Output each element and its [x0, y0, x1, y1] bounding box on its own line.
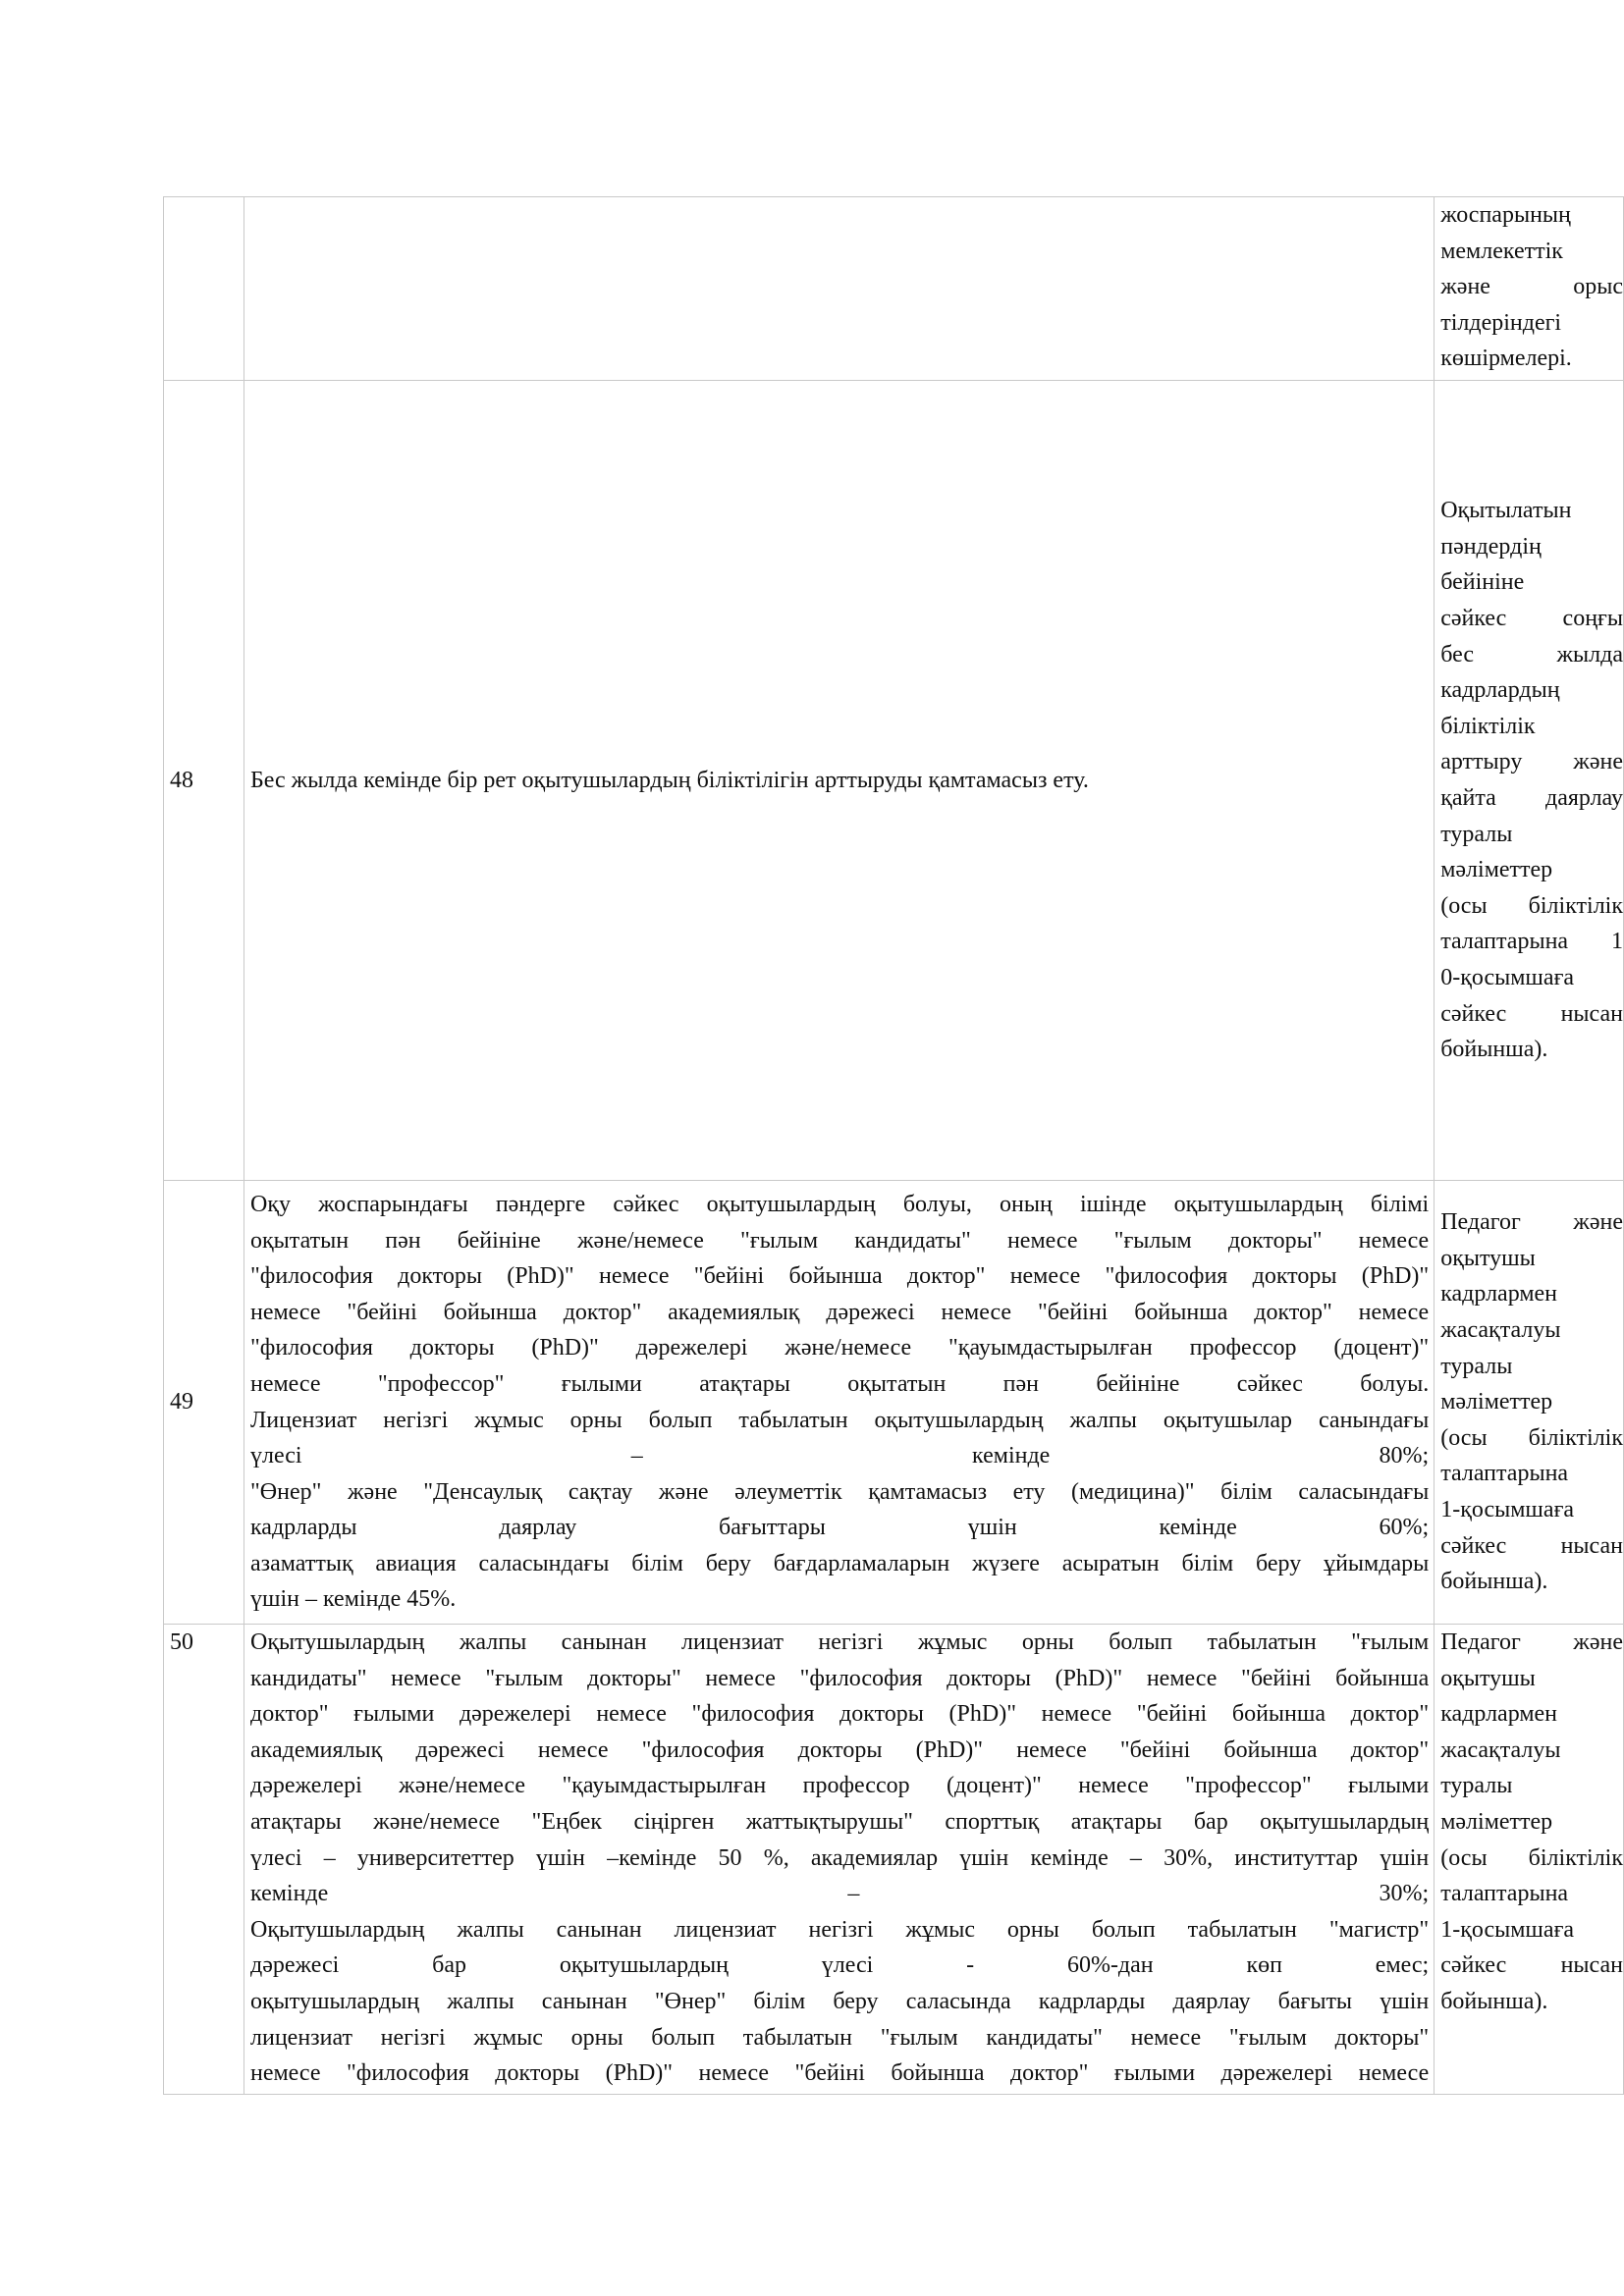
documents-line: Педагог және [1440, 1209, 1623, 1236]
requirement-line: "философия докторы (PhD)" дәрежелері және/немесе "қауымдастырылған профессор (доцент)" [250, 1335, 1430, 1362]
documents-line: оқытушы [1440, 1245, 1536, 1271]
table-row [164, 381, 1624, 1181]
row-number-cell [164, 381, 244, 1181]
row-number: 49 [170, 1389, 193, 1415]
documents-line: туралы [1440, 821, 1513, 847]
requirement-line: кемінде – 30%; [250, 1881, 1430, 1907]
row-number-cell [164, 197, 244, 381]
table-row [164, 1625, 1624, 2095]
requirement-line: кадрларды даярлау бағыттары үшін кемінде 60%; [250, 1515, 1430, 1541]
documents-line: кадрлармен [1440, 1701, 1558, 1728]
documents-line: сәйкес соңғы [1440, 606, 1623, 632]
requirement-cell [244, 1181, 1435, 1625]
documents-line: кадрлардың [1440, 677, 1560, 704]
requirement-line: оқытушылардың жалпы санынан "Өнер" білім беру саласында кадрларды даярлау бағыты үшін [250, 1988, 1430, 2014]
requirement-line: үшін – кемінде 45%. [250, 1586, 457, 1613]
requirement-line: доктор" ғылыми дәрежелері немесе "философия докторы (PhD)" немесе "бейіні бойынша доктор" [250, 1701, 1430, 1728]
documents-line: кадрлармен [1440, 1281, 1558, 1308]
requirement-line: немесе "профессор" ғылыми атақтары оқытатын пән бейініне сәйкес болуы. [250, 1370, 1430, 1397]
requirement-line: Оқытушылардың жалпы санынан лицензиат негізгі жұмыс орны болып табылатын "магистр" [250, 1916, 1430, 1943]
requirement-cell [244, 197, 1435, 381]
documents-line: жоспарының [1440, 202, 1571, 228]
requirement-line: үлесі – кемінде 80%; [250, 1443, 1430, 1469]
documents-line: біліктілік [1440, 713, 1536, 739]
documents-cell [1435, 1181, 1624, 1625]
documents-cell [1435, 1625, 1624, 2095]
documents-line: оқытушы [1440, 1665, 1536, 1691]
documents-line: мәліметтер [1440, 1389, 1553, 1415]
requirement-line: дәрежелері және/немесе "қауымдастырылған профессор (доцент)" немесе "профессор" ғылыми [250, 1773, 1430, 1799]
documents-line: және орыс [1440, 274, 1623, 300]
row-number: 48 [170, 767, 193, 793]
requirement-line: Лицензиат негізгі жұмыс орны болып табылатын оқытушылардың жалпы оқытушылар санындағы [250, 1407, 1430, 1433]
requirement-line: дәрежесі бар оқытушылардың үлесі - 60%-дан көп емес; [250, 1952, 1430, 1979]
documents-line: туралы [1440, 1353, 1513, 1379]
requirement-line: Оқу жоспарындағы пәндерге сәйкес оқытушылардың болуы, оның ішінде оқытушылардың білімі [250, 1191, 1430, 1217]
documents-line: (осы біліктілік [1440, 1424, 1623, 1451]
documents-line: мемлекеттік [1440, 238, 1563, 264]
documents-line: сәйкес нысан [1440, 1532, 1623, 1559]
requirement-line: немесе "бейіні бойынша доктор" академиялық дәрежесі немесе "бейіні бойынша доктор" немесе [250, 1299, 1430, 1325]
documents-line: арттыру және [1440, 749, 1623, 775]
row-number: 50 [170, 1629, 193, 1655]
documents-line: 1-қосымшаға [1440, 1496, 1575, 1522]
documents-cell [1435, 381, 1624, 1181]
requirement-line: атақтары және/немесе "Еңбек сіңірген жаттықтырушы" спорттық атақтары бар оқытушылардың [250, 1808, 1430, 1835]
requirement-line: немесе "философия докторы (PhD)" немесе "бейіні бойынша доктор" ғылыми дәрежелері немесе [250, 2060, 1430, 2087]
documents-line: бес жылда [1440, 641, 1623, 667]
requirement-cell [244, 1625, 1435, 2095]
requirement-line: Бес жылда кемінде бір рет оқытушылардың біліктілігін арттыруды қамтамасыз ету. [250, 767, 1089, 793]
requirements-table [163, 196, 1624, 2095]
documents-line: талаптарына [1440, 1881, 1569, 1907]
documents-cell [1435, 197, 1624, 381]
documents-line: бойынша). [1440, 1037, 1548, 1063]
documents-line: мәліметтер [1440, 857, 1553, 883]
table-row [164, 197, 1624, 381]
requirement-line: оқытатын пән бейініне және/немесе "ғылым кандидаты" немесе "ғылым докторы" немесе [250, 1227, 1430, 1254]
documents-line: 1-қосымшаға [1440, 1916, 1575, 1943]
documents-line: 0-қосымшаға [1440, 964, 1575, 990]
requirement-line: "Өнер" және "Денсаулық сақтау және әлеуметтік қамтамасыз ету (медицина)" білім саласындағы [250, 1478, 1430, 1505]
requirement-line: азаматтық авиация саласындағы білім беру бағдарламаларын жүзеге асыратын білім беру ұйымдары [250, 1550, 1430, 1576]
documents-line: Оқытылатын [1440, 498, 1572, 524]
row-number-cell [164, 1625, 244, 2095]
documents-line: туралы [1440, 1773, 1513, 1799]
documents-line: қайта даярлау [1440, 785, 1623, 811]
requirement-line: академиялық дәрежесі немесе "философия докторы (PhD)" немесе "бейіні бойынша доктор" [250, 1736, 1430, 1763]
documents-line: сәйкес нысан [1440, 1952, 1623, 1979]
table-row [164, 1181, 1624, 1625]
requirement-cell [244, 381, 1435, 1181]
documents-line: бейініне [1440, 569, 1525, 596]
requirement-line: "философия докторы (PhD)" немесе "бейіні бойынша доктор" немесе "философия докторы (PhD)" [250, 1263, 1430, 1290]
documents-line: көшірмелері. [1440, 346, 1572, 372]
requirement-line: үлесі – университеттер үшін –кемінде 50 %, академиялар үшін кемінде – 30%, институттар үшін [250, 1844, 1430, 1871]
documents-line: жасақталуы [1440, 1736, 1561, 1763]
documents-line: сәйкес нысан [1440, 1000, 1623, 1027]
documents-line: мәліметтер [1440, 1808, 1553, 1835]
documents-line: (осы біліктілік [1440, 892, 1623, 919]
documents-line: пәндердің [1440, 533, 1542, 560]
documents-line: жасақталуы [1440, 1317, 1561, 1344]
documents-line: талаптарына [1440, 1461, 1569, 1487]
requirement-line: кандидаты" немесе "ғылым докторы" немесе "философия докторы (PhD)" немесе "бейіні бойынша [250, 1665, 1430, 1691]
documents-line: бойынша). [1440, 1988, 1548, 2014]
requirement-line: Оқытушылардың жалпы санынан лицензиат негізгі жұмыс орны болып табылатын "ғылым [250, 1629, 1430, 1655]
row-number-cell [164, 1181, 244, 1625]
documents-line: (осы біліктілік [1440, 1844, 1623, 1871]
documents-line: Педагог және [1440, 1629, 1623, 1655]
documents-line: бойынша). [1440, 1569, 1548, 1595]
documents-line: тілдеріндегі [1440, 309, 1562, 336]
requirement-line: лицензиат негізгі жұмыс орны болып табылатын "ғылым кандидаты" немесе "ғылым докторы" [250, 2024, 1430, 2051]
documents-line: талаптарына 1 [1440, 929, 1623, 955]
